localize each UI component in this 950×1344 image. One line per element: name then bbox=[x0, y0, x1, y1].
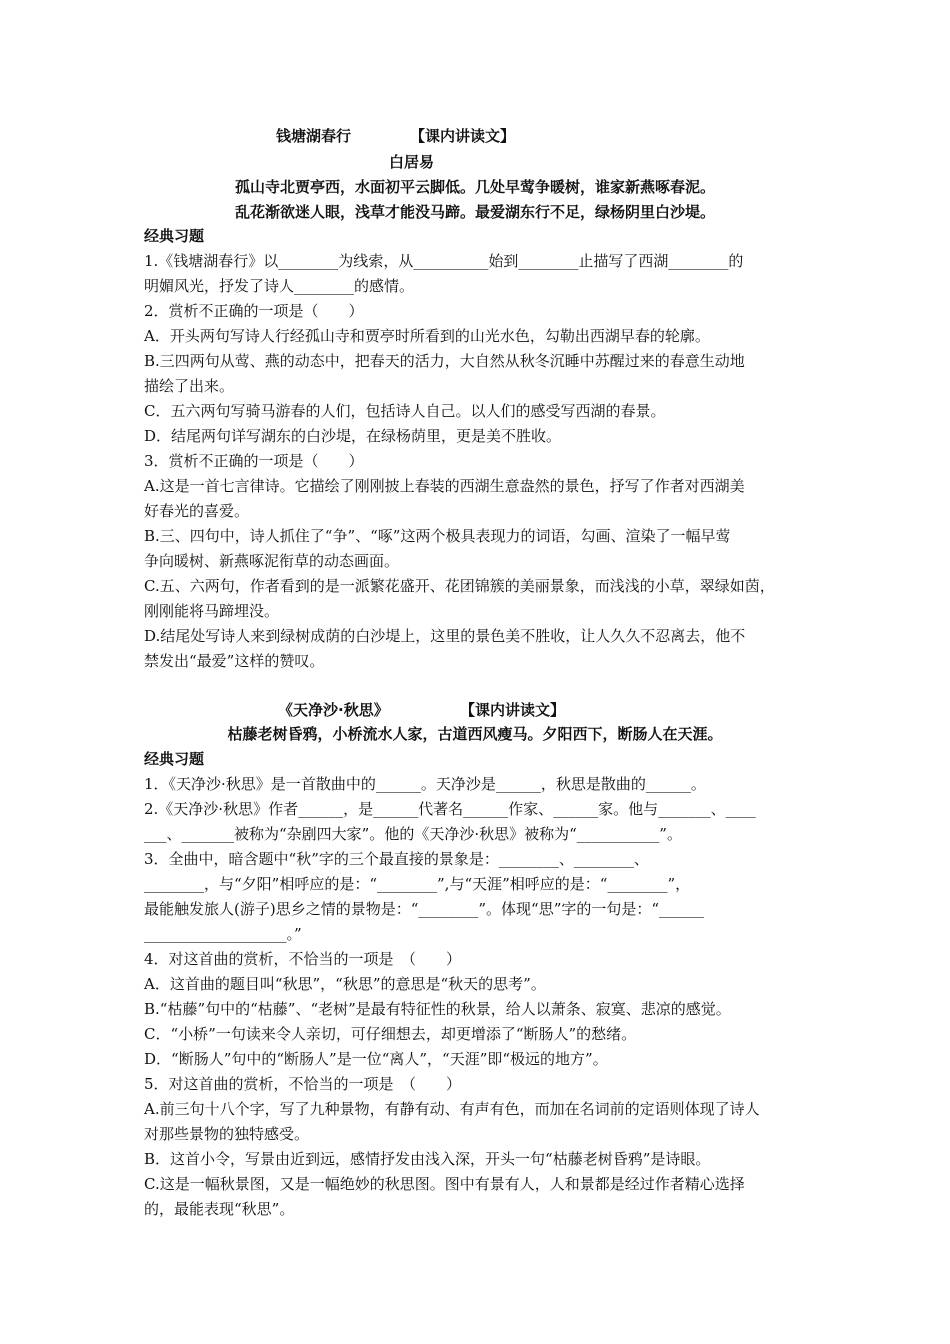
exercise-line: D.结尾处写诗人来到绿树成荫的白沙堤上，这里的景色美不胜收，让人久久不忍离去，他不 bbox=[144, 627, 746, 645]
exercise-line: D．结尾两句详写湖东的白沙堤，在绿杨荫里，更是美不胜收。 bbox=[144, 427, 562, 445]
exercise-line: 最能触发旅人(游子)思乡之情的景物是：“________”。体现“思”字的一句是：“______ bbox=[144, 900, 705, 918]
poem-title: 《天净沙·秋思》 bbox=[278, 701, 389, 719]
exercise-line: 3．赏析不正确的一项是（ ） bbox=[144, 452, 364, 470]
exercise-line: 好春光的喜爱。 bbox=[144, 502, 250, 520]
exercise-line: B.三四两句从莺、燕的动态中，把春天的活力，大自然从秋冬沉睡中苏醒过来的春意生动地 bbox=[144, 352, 745, 370]
exercise-line: 刚刚能将马蹄埋没。 bbox=[144, 602, 280, 620]
lesson-tag: 【课内讲读文】 bbox=[460, 701, 566, 719]
exercise-line: ___、_______被称为“杂剧四大家”。他的《天净沙·秋思》被称为“___________”。 bbox=[144, 825, 682, 843]
poem-line: 乱花渐欲迷人眼，浅草才能没马蹄。最爱湖东行不足，绿杨阴里白沙堤。 bbox=[234, 203, 715, 221]
exercise-line: B.三、四句中，诗人抓住了“争”、“啄”这两个极具表现力的词语，勾画、渲染了一幅早莺 bbox=[144, 527, 731, 545]
exercise-line: C.这是一幅秋景图，又是一幅绝妙的秋思图。图中有景有人，人和景都是经过作者精心选择 bbox=[144, 1175, 745, 1193]
exercise-line: ___________________。” bbox=[144, 925, 302, 943]
exercise-heading: 经典习题 bbox=[144, 750, 205, 768]
exercise-line: 禁发出“最爱”这样的赞叹。 bbox=[144, 652, 325, 670]
exercise-line: B.“枯藤”句中的“枯藤”、“老树”是最有特征性的秋景，给人以萧条、寂寞、悲凉的感觉。 bbox=[144, 1000, 731, 1018]
poem-title: 钱塘湖春行 bbox=[276, 127, 352, 145]
exercise-line: A．开头两句写诗人行经孤山寺和贾亭时所看到的山光水色，勾勒出西湖早春的轮廓。 bbox=[144, 327, 710, 345]
exercise-line: 4．对这首曲的赏析，不恰当的一项是 （ ） bbox=[144, 950, 462, 968]
exercise-line: 2.《天净沙·秋思》作者______，是______代著名______作家、______家。他与_______、____ bbox=[144, 800, 756, 818]
exercise-line: 3．全曲中，暗含题中“秋”字的三个最直接的景象是：________、________、 bbox=[144, 850, 649, 868]
exercise-line: A.这是一首七言律诗。它描绘了刚刚披上春装的西湖生意盎然的景色，抒写了作者对西湖美 bbox=[144, 477, 745, 495]
poem-line: 孤山寺北贾亭西，水面初平云脚低。几处早莺争暖树，谁家新燕啄春泥。 bbox=[234, 178, 715, 196]
exercise-line: 明媚风光，抒发了诗人________的感情。 bbox=[144, 277, 415, 295]
exercise-line: 2．赏析不正确的一项是（ ） bbox=[144, 302, 364, 320]
lesson-tag: 【课内讲读文】 bbox=[410, 127, 516, 145]
exercise-line: C．“小桥”一句读来令人亲切，可仔细想去，却更增添了“断肠人”的愁绪。 bbox=[144, 1025, 637, 1043]
exercise-line: C．五六两句写骑马游春的人们，包括诗人自己。以人们的感受写西湖的春景。 bbox=[144, 402, 666, 420]
exercise-line: 对那些景物的独特感受。 bbox=[144, 1125, 310, 1143]
exercise-line: 5．对这首曲的赏析，不恰当的一项是 （ ） bbox=[144, 1075, 462, 1093]
exercise-line: 1.《钱塘湖春行》以________为线索，从__________始到________止描写了西湖________的 bbox=[144, 252, 744, 270]
exercise-line: D．“断肠人”句中的“断肠人”是一位“离人”，“天涯”即“极远的地方”。 bbox=[144, 1050, 608, 1068]
exercise-line: A．这首曲的题目叫“秋思”，“秋思”的意思是“秋天的思考”。 bbox=[144, 975, 546, 993]
exercise-line: B．这首小令，写景由近到远，感情抒发由浅入深，开头一句“枯藤老树昏鸦”是诗眼。 bbox=[144, 1150, 711, 1168]
exercise-heading: 经典习题 bbox=[144, 227, 205, 245]
exercise-line: 争向暖树、新燕啄泥衔草的动态画面。 bbox=[144, 552, 400, 570]
exercise-line: A.前三句十八个字，写了九种景物，有静有动、有声有色，而加在名词前的定语则体现了诗人 bbox=[144, 1100, 760, 1118]
exercise-line: 的，最能表现“秋思”。 bbox=[144, 1200, 295, 1218]
exercise-line: 描绘了出来。 bbox=[144, 377, 235, 395]
exercise-line: 1．《天净沙·秋思》是一首散曲中的______。天净沙是______，秋思是散曲的______。 bbox=[144, 775, 706, 793]
exercise-line: ________，与“夕阳”相呼应的是：“________”,与“天涯”相呼应的是：“________”， bbox=[144, 875, 691, 893]
poem-line: 枯藤老树昏鸦，小桥流水人家，古道西风瘦马。夕阳西下，断肠人在天涯。 bbox=[227, 725, 723, 743]
poem-author: 白居易 bbox=[389, 153, 435, 171]
exercise-line: C.五、六两句，作者看到的是一派繁花盛开、花团锦簇的美丽景象，而浅浅的小草，翠绿如茵， bbox=[144, 577, 775, 595]
